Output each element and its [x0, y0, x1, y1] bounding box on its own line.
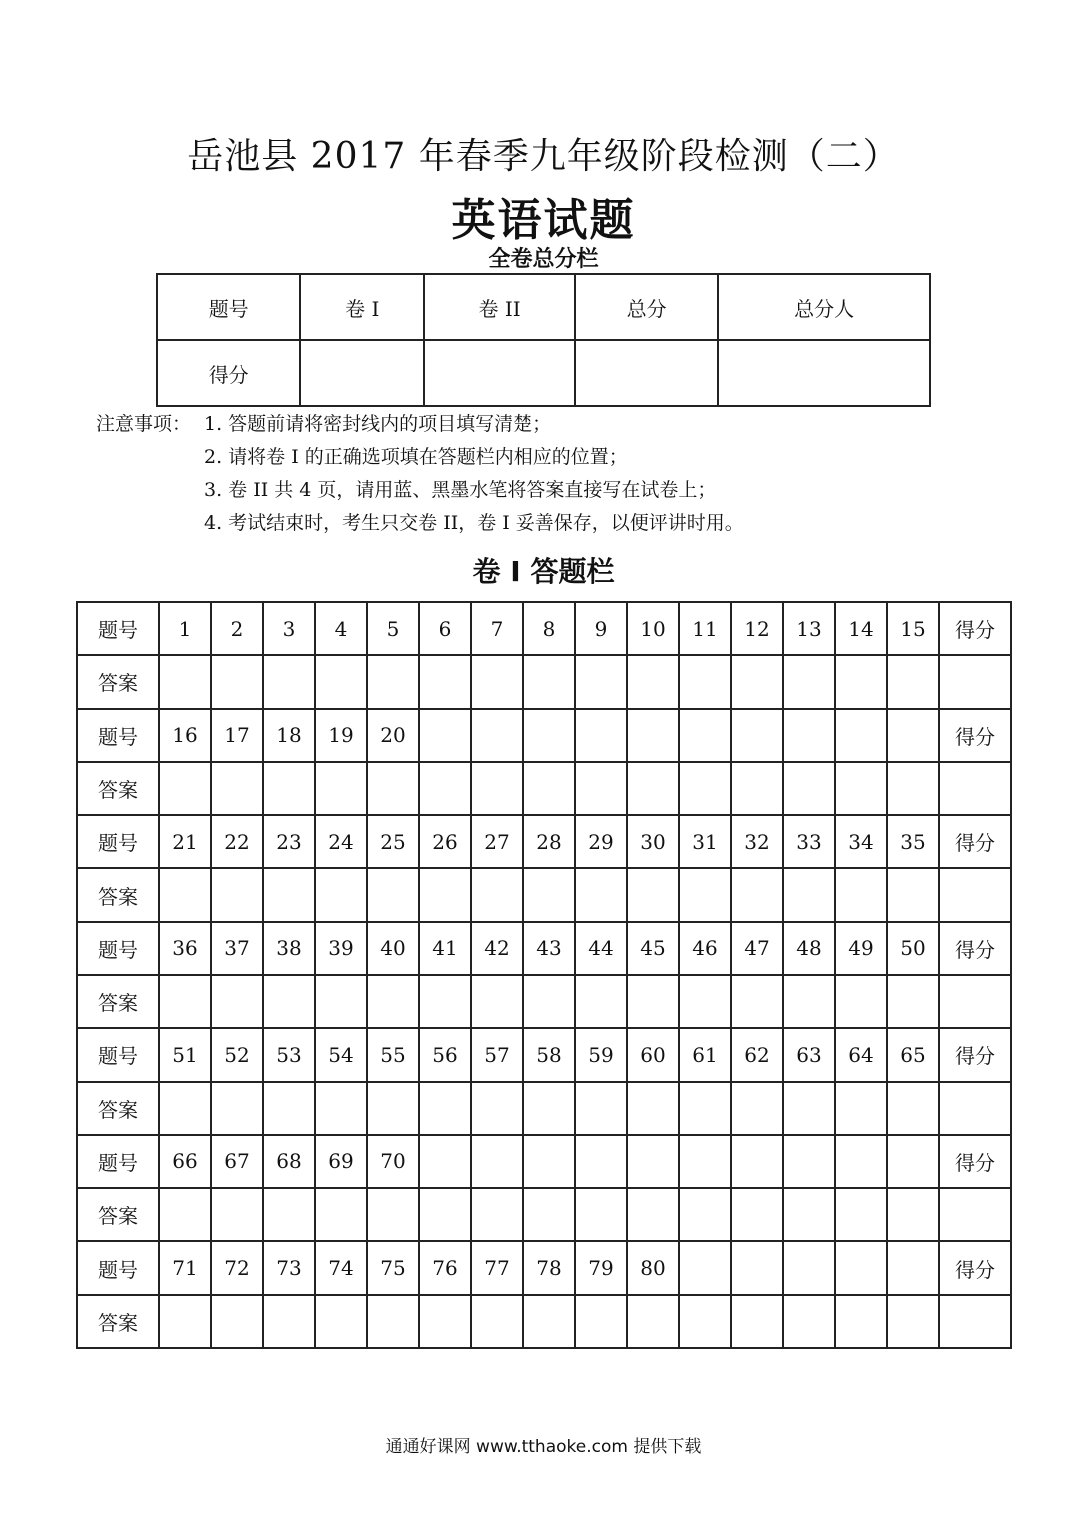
question-number-cell: 66 [159, 1135, 211, 1188]
answer-entry-cell[interactable] [419, 762, 471, 815]
answer-entry-cell[interactable] [471, 762, 523, 815]
answer-entry-cell[interactable] [523, 762, 575, 815]
answer-entry-cell[interactable] [315, 975, 367, 1028]
answer-entry-cell[interactable] [315, 655, 367, 708]
question-number-cell: 57 [471, 1028, 523, 1081]
answer-entry-cell[interactable] [835, 1188, 887, 1241]
score-row-label: 得分 [157, 340, 300, 406]
answer-entry-cell[interactable] [419, 655, 471, 708]
question-number-cell: 3 [263, 602, 315, 655]
question-number-cell: 71 [159, 1241, 211, 1294]
question-number-cell: 6 [419, 602, 471, 655]
question-number-cell: 20 [367, 709, 419, 762]
question-label: 题号 [77, 1135, 159, 1188]
question-number-cell: 10 [627, 602, 679, 655]
question-number-cell: 33 [783, 815, 835, 868]
question-number-cell: 25 [367, 815, 419, 868]
score-label: 得分 [939, 815, 1011, 868]
question-number-cell: 53 [263, 1028, 315, 1081]
question-number-cell: 7 [471, 602, 523, 655]
question-number-cell [471, 709, 523, 762]
exam-title: 岳池县 2017 年春季九年级阶段检测（二） [187, 136, 900, 177]
answer-entry-cell[interactable] [887, 762, 939, 815]
note-item: 1. 答题前请将密封线内的项目填写清楚； [204, 413, 552, 435]
score-label: 得分 [939, 1135, 1011, 1188]
answer-entry-cell[interactable] [575, 868, 627, 921]
answer-entry-cell[interactable] [575, 1188, 627, 1241]
question-number-cell: 63 [783, 1028, 835, 1081]
score-label: 得分 [939, 1241, 1011, 1294]
answer-entry-cell[interactable] [523, 655, 575, 708]
answer-entry-cell[interactable] [887, 1295, 939, 1348]
answer-entry-cell[interactable] [263, 1295, 315, 1348]
question-number-row [77, 1135, 1011, 1188]
question-number-cell: 46 [679, 922, 731, 975]
question-number-cell [731, 1241, 783, 1294]
question-number-cell [835, 1241, 887, 1294]
answer-entry-cell[interactable] [367, 1082, 419, 1135]
question-number-cell: 44 [575, 922, 627, 975]
answer-entry-cell[interactable] [211, 1188, 263, 1241]
question-number-cell [679, 1241, 731, 1294]
answer-entry-cell[interactable] [679, 1295, 731, 1348]
answer-row [77, 1082, 1011, 1135]
question-number-cell [523, 1135, 575, 1188]
score-entry-cell[interactable] [939, 868, 1011, 921]
answer-entry-cell[interactable] [835, 655, 887, 708]
question-number-cell: 13 [783, 602, 835, 655]
question-label: 题号 [77, 1028, 159, 1081]
question-number-cell: 42 [471, 922, 523, 975]
score-entry-cell[interactable] [939, 1295, 1011, 1348]
question-number-cell: 23 [263, 815, 315, 868]
answer-entry-cell[interactable] [679, 975, 731, 1028]
answer-entry-cell[interactable] [575, 975, 627, 1028]
answer-row [77, 1188, 1011, 1241]
answer-entry-cell[interactable] [523, 1082, 575, 1135]
answer-entry-cell[interactable] [575, 1295, 627, 1348]
answer-entry-cell[interactable] [419, 1082, 471, 1135]
question-number-row [77, 1241, 1011, 1294]
answer-entry-cell[interactable] [523, 1188, 575, 1241]
score-table-score-row [157, 340, 930, 406]
score-entry-cell[interactable] [939, 1188, 1011, 1241]
answer-entry-cell[interactable] [367, 1188, 419, 1241]
question-number-cell [575, 1135, 627, 1188]
question-number-cell: 11 [679, 602, 731, 655]
answer-entry-cell[interactable] [887, 868, 939, 921]
question-label: 题号 [77, 709, 159, 762]
answer-label: 答案 [77, 762, 159, 815]
question-number-cell [835, 709, 887, 762]
question-number-cell: 14 [835, 602, 887, 655]
question-number-cell: 77 [471, 1241, 523, 1294]
answer-entry-cell[interactable] [471, 1188, 523, 1241]
question-number-row [77, 709, 1011, 762]
answer-entry-cell[interactable] [679, 868, 731, 921]
question-number-cell [627, 709, 679, 762]
answer-entry-cell[interactable] [211, 1295, 263, 1348]
question-label: 题号 [77, 922, 159, 975]
score-entry-cell[interactable] [575, 340, 718, 406]
answer-entry-cell[interactable] [159, 1082, 211, 1135]
question-number-cell: 62 [731, 1028, 783, 1081]
answer-table [76, 601, 1012, 1349]
answer-row [77, 975, 1011, 1028]
score-label: 得分 [939, 602, 1011, 655]
answer-entry-cell[interactable] [731, 655, 783, 708]
question-label: 题号 [77, 815, 159, 868]
question-number-cell [835, 1135, 887, 1188]
question-number-cell: 67 [211, 1135, 263, 1188]
score-entry-cell[interactable] [718, 340, 930, 406]
score-header-cell: 卷 II [424, 274, 575, 340]
answer-entry-cell[interactable] [315, 868, 367, 921]
question-number-cell [731, 1135, 783, 1188]
score-header-cell: 总分 [575, 274, 718, 340]
question-number-cell: 75 [367, 1241, 419, 1294]
question-number-cell [679, 709, 731, 762]
answer-entry-cell[interactable] [835, 975, 887, 1028]
answer-entry-cell[interactable] [159, 868, 211, 921]
answer-entry-cell[interactable] [887, 975, 939, 1028]
score-entry-cell[interactable] [939, 975, 1011, 1028]
question-number-cell: 4 [315, 602, 367, 655]
answer-entry-cell[interactable] [835, 868, 887, 921]
question-number-cell: 69 [315, 1135, 367, 1188]
question-number-cell [783, 1241, 835, 1294]
question-number-cell: 79 [575, 1241, 627, 1294]
answer-entry-cell[interactable] [679, 762, 731, 815]
question-number-cell [887, 1241, 939, 1294]
question-number-cell: 15 [887, 602, 939, 655]
answer-row [77, 868, 1011, 921]
question-number-row [77, 602, 1011, 655]
question-number-cell: 55 [367, 1028, 419, 1081]
question-number-cell: 39 [315, 922, 367, 975]
question-number-cell: 34 [835, 815, 887, 868]
question-label: 题号 [77, 1241, 159, 1294]
answer-entry-cell[interactable] [575, 655, 627, 708]
answer-entry-cell[interactable] [783, 868, 835, 921]
question-number-cell: 48 [783, 922, 835, 975]
question-number-cell [419, 1135, 471, 1188]
score-label: 得分 [939, 922, 1011, 975]
answer-entry-cell[interactable] [419, 868, 471, 921]
answer-entry-cell[interactable] [575, 762, 627, 815]
question-number-cell [731, 709, 783, 762]
answer-entry-cell[interactable] [783, 762, 835, 815]
answer-entry-cell[interactable] [783, 975, 835, 1028]
answer-entry-cell[interactable] [159, 975, 211, 1028]
answer-entry-cell[interactable] [523, 975, 575, 1028]
question-number-row [77, 1028, 1011, 1081]
question-number-cell [575, 709, 627, 762]
answer-entry-cell[interactable] [211, 762, 263, 815]
question-number-cell: 49 [835, 922, 887, 975]
question-number-cell: 35 [887, 815, 939, 868]
answer-entry-cell[interactable] [263, 762, 315, 815]
answer-entry-cell[interactable] [315, 1082, 367, 1135]
question-number-cell: 43 [523, 922, 575, 975]
question-number-cell: 70 [367, 1135, 419, 1188]
question-number-row [77, 815, 1011, 868]
answer-entry-cell[interactable] [211, 655, 263, 708]
question-number-cell: 29 [575, 815, 627, 868]
answer-entry-cell[interactable] [835, 1295, 887, 1348]
score-label: 得分 [939, 1028, 1011, 1081]
question-number-cell: 50 [887, 922, 939, 975]
notes-block [96, 408, 744, 540]
answer-entry-cell[interactable] [627, 655, 679, 708]
answer-row [77, 762, 1011, 815]
answer-entry-cell[interactable] [367, 868, 419, 921]
question-number-cell: 78 [523, 1241, 575, 1294]
answer-entry-cell[interactable] [471, 1295, 523, 1348]
question-number-cell: 30 [627, 815, 679, 868]
question-number-cell: 37 [211, 922, 263, 975]
answer-entry-cell[interactable] [835, 1082, 887, 1135]
question-number-cell: 27 [471, 815, 523, 868]
answer-entry-cell[interactable] [367, 655, 419, 708]
question-number-cell: 2 [211, 602, 263, 655]
answer-entry-cell[interactable] [783, 1188, 835, 1241]
answer-row [77, 655, 1011, 708]
score-table-header-row [157, 274, 930, 340]
answer-label: 答案 [77, 868, 159, 921]
question-number-cell: 72 [211, 1241, 263, 1294]
answer-entry-cell[interactable] [159, 762, 211, 815]
answer-entry-cell[interactable] [731, 762, 783, 815]
answer-entry-cell[interactable] [887, 655, 939, 708]
question-number-cell: 58 [523, 1028, 575, 1081]
question-number-cell: 54 [315, 1028, 367, 1081]
question-number-cell: 60 [627, 1028, 679, 1081]
question-number-cell [627, 1135, 679, 1188]
question-number-cell [419, 709, 471, 762]
question-number-cell: 47 [731, 922, 783, 975]
question-number-cell: 73 [263, 1241, 315, 1294]
answer-entry-cell[interactable] [731, 1295, 783, 1348]
question-number-cell [887, 709, 939, 762]
answer-entry-cell[interactable] [731, 1188, 783, 1241]
score-entry-cell[interactable] [939, 762, 1011, 815]
answer-entry-cell[interactable] [679, 1188, 731, 1241]
question-number-cell: 52 [211, 1028, 263, 1081]
answer-entry-cell[interactable] [627, 1188, 679, 1241]
question-number-cell: 28 [523, 815, 575, 868]
question-number-cell: 1 [159, 602, 211, 655]
question-number-cell: 19 [315, 709, 367, 762]
subject-title: 英语试题 [451, 195, 636, 246]
question-number-cell: 68 [263, 1135, 315, 1188]
score-header-cell: 总分人 [718, 274, 930, 340]
answer-entry-cell[interactable] [211, 975, 263, 1028]
answer-entry-cell[interactable] [627, 1082, 679, 1135]
question-number-cell [783, 1135, 835, 1188]
question-number-cell: 8 [523, 602, 575, 655]
answer-entry-cell[interactable] [471, 868, 523, 921]
question-number-cell: 51 [159, 1028, 211, 1081]
score-entry-cell[interactable] [424, 340, 575, 406]
question-number-cell: 17 [211, 709, 263, 762]
note-line [96, 408, 744, 441]
question-number-cell: 16 [159, 709, 211, 762]
answer-entry-cell[interactable] [627, 868, 679, 921]
question-number-cell: 80 [627, 1241, 679, 1294]
answer-entry-cell[interactable] [263, 1082, 315, 1135]
answer-entry-cell[interactable] [627, 762, 679, 815]
question-number-cell: 18 [263, 709, 315, 762]
answer-entry-cell[interactable] [783, 1295, 835, 1348]
question-number-cell [471, 1135, 523, 1188]
question-number-cell: 56 [419, 1028, 471, 1081]
answer-entry-cell[interactable] [627, 975, 679, 1028]
answer-entry-cell[interactable] [263, 975, 315, 1028]
answer-entry-cell[interactable] [159, 1295, 211, 1348]
score-entry-cell[interactable] [939, 1082, 1011, 1135]
question-number-cell: 38 [263, 922, 315, 975]
question-number-cell: 5 [367, 602, 419, 655]
answer-entry-cell[interactable] [731, 868, 783, 921]
answer-entry-cell[interactable] [575, 1082, 627, 1135]
notes-lead: 注意事项： [96, 413, 192, 435]
answer-entry-cell[interactable] [419, 975, 471, 1028]
question-number-cell: 9 [575, 602, 627, 655]
question-number-cell: 40 [367, 922, 419, 975]
answer-entry-cell[interactable] [159, 1188, 211, 1241]
question-number-cell: 64 [835, 1028, 887, 1081]
question-number-cell [523, 709, 575, 762]
answer-label: 答案 [77, 1188, 159, 1241]
answer-label: 答案 [77, 1295, 159, 1348]
question-number-cell: 36 [159, 922, 211, 975]
score-entry-cell[interactable] [939, 655, 1011, 708]
answer-entry-cell[interactable] [263, 655, 315, 708]
question-label: 题号 [77, 602, 159, 655]
question-number-cell: 45 [627, 922, 679, 975]
question-number-cell [679, 1135, 731, 1188]
score-header-cell: 卷 I [300, 274, 424, 340]
question-number-cell: 76 [419, 1241, 471, 1294]
question-number-cell: 61 [679, 1028, 731, 1081]
question-number-cell: 31 [679, 815, 731, 868]
answer-entry-cell[interactable] [471, 1082, 523, 1135]
answer-entry-cell[interactable] [211, 868, 263, 921]
note-item: 2. 请将卷 I 的正确选项填在答题栏内相应的位置； [204, 446, 628, 468]
question-number-cell: 65 [887, 1028, 939, 1081]
answer-label: 答案 [77, 975, 159, 1028]
answer-entry-cell[interactable] [419, 1188, 471, 1241]
answer-entry-cell[interactable] [679, 655, 731, 708]
footer-text: 通通好课网 www.tthaoke.com 提供下载 [385, 1437, 702, 1457]
answer-label: 答案 [77, 1082, 159, 1135]
answer-entry-cell[interactable] [731, 975, 783, 1028]
answer-entry-cell[interactable] [523, 868, 575, 921]
question-number-cell: 32 [731, 815, 783, 868]
answer-entry-cell[interactable] [159, 655, 211, 708]
total-score-caption: 全卷总分栏 [488, 247, 599, 272]
answer-entry-cell[interactable] [887, 1082, 939, 1135]
answer-entry-cell[interactable] [367, 762, 419, 815]
answer-entry-cell[interactable] [783, 655, 835, 708]
question-number-row [77, 922, 1011, 975]
answer-entry-cell[interactable] [315, 1295, 367, 1348]
answer-entry-cell[interactable] [315, 762, 367, 815]
question-number-cell: 41 [419, 922, 471, 975]
answer-entry-cell[interactable] [471, 655, 523, 708]
answer-entry-cell[interactable] [627, 1295, 679, 1348]
answer-entry-cell[interactable] [523, 1295, 575, 1348]
answer-entry-cell[interactable] [315, 1188, 367, 1241]
answer-entry-cell[interactable] [263, 1188, 315, 1241]
answer-label: 答案 [77, 655, 159, 708]
question-number-cell: 24 [315, 815, 367, 868]
answer-entry-cell[interactable] [263, 868, 315, 921]
score-entry-cell[interactable] [300, 340, 424, 406]
question-number-cell: 21 [159, 815, 211, 868]
answer-section-caption: 卷 I 答题栏 [472, 555, 615, 588]
question-number-cell: 22 [211, 815, 263, 868]
answer-entry-cell[interactable] [783, 1082, 835, 1135]
score-header-cell: 题号 [157, 274, 300, 340]
total-score-table [156, 273, 931, 407]
note-item: 3. 卷 II 共 4 页，请用蓝、黑墨水笔将答案直接写在试卷上； [204, 479, 717, 501]
question-number-cell: 26 [419, 815, 471, 868]
answer-entry-cell[interactable] [367, 975, 419, 1028]
answer-row [77, 1295, 1011, 1348]
question-number-cell [783, 709, 835, 762]
answer-entry-cell[interactable] [367, 1295, 419, 1348]
answer-entry-cell[interactable] [731, 1082, 783, 1135]
question-number-cell [887, 1135, 939, 1188]
answer-entry-cell[interactable] [679, 1082, 731, 1135]
score-label: 得分 [939, 709, 1011, 762]
answer-entry-cell[interactable] [419, 1295, 471, 1348]
answer-entry-cell[interactable] [835, 762, 887, 815]
answer-entry-cell[interactable] [887, 1188, 939, 1241]
answer-entry-cell[interactable] [471, 975, 523, 1028]
note-item: 4. 考试结束时，考生只交卷 II，卷 I 妥善保存，以便评讲时用。 [204, 512, 744, 534]
question-number-cell: 59 [575, 1028, 627, 1081]
answer-entry-cell[interactable] [211, 1082, 263, 1135]
question-number-cell: 74 [315, 1241, 367, 1294]
question-number-cell: 12 [731, 602, 783, 655]
